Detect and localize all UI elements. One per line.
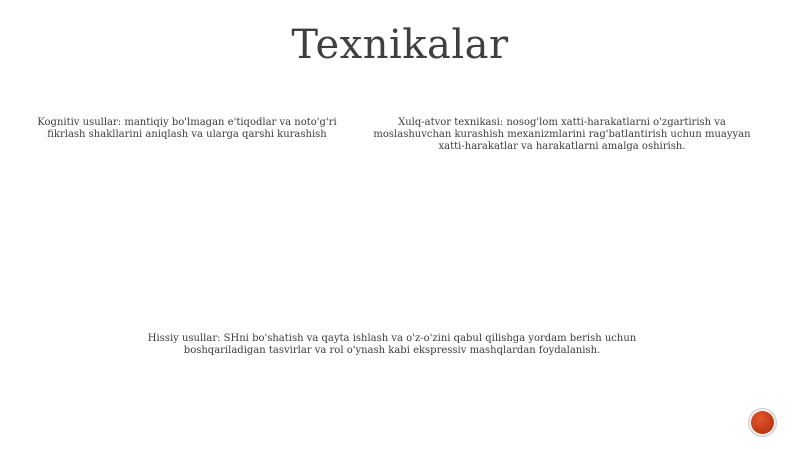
red-circle-nav-icon — [751, 411, 774, 434]
slide-nav-button[interactable] — [748, 408, 777, 437]
emotional-techniques-text: Hissiy usullar: SHni bo'shatish va qayta ishlash va o'z-o'zini qabul qilishga yordam berish uchun boshqariladigan tasvirlar va rol o'ynash kabi ekspressiv mashqlardan foydalanish. — [147, 333, 637, 356]
slide-title: Texnikalar — [291, 22, 509, 68]
cognitive-techniques-text: Kognitiv usullar: mantiqiy bo'lmagan e'tiqodlar va noto'g'ri fikrlash shakllarini aniqlash va ularga qarshi kurashish — [37, 117, 337, 140]
behavioral-techniques-text: Xulq-atvor texnikasi: nosog'lom xatti-harakatlarni o'zgartirish va moslashuvchan kurashish mexanizmlarini rag'batlantirish uchun muayyan xatti-harakatlar va harakatlarni amalga oshirish. — [373, 117, 751, 152]
